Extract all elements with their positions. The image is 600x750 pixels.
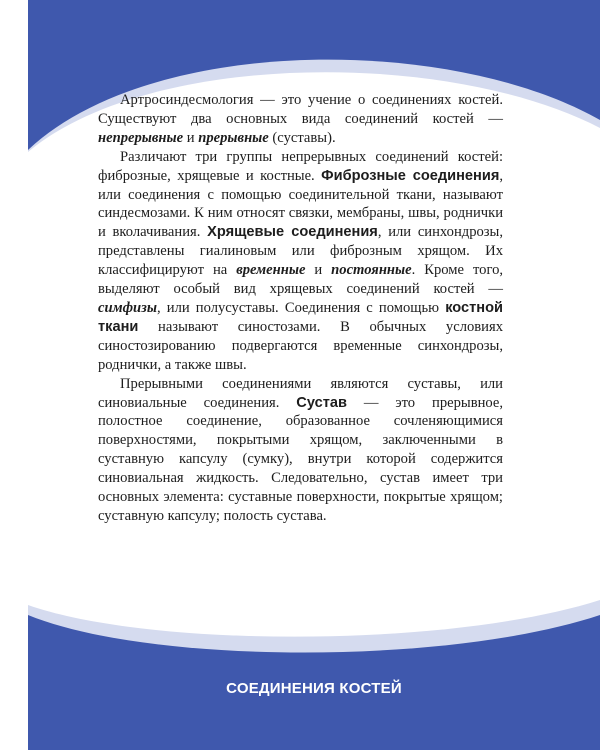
text-run: . Кроме того, выделяют особый вид хрящевых соединений костей — [98,262,504,298]
text-run: Прерывными соединениями являются суставы, или синовиальные соединения. [98,375,503,411]
text-run: — это прерывное, полостное соединение, образованное сочленяющимися поверхностями, покрытыми хрящом, заключенными в суставную капсулу (сумку), внутри которой содержится синовиальная жидкость. Следовательно, сустав имеет три основных элемента: суставные поверхности, покрытые хрящом; суставную капсулу; полость сустава. [98,394,503,524]
bold-term: Фиброзные соединения [321,167,500,184]
text-run: и [305,262,332,279]
bold-italic-term: постоянные [331,262,412,279]
bold-italic-term: прерывные [198,129,269,146]
text-run: называют синостозами. В обычных условиях синостозированию подвергаются временные синхондрозы, роднички, а также швы. [98,318,503,373]
bold-term: Сустав [296,394,347,411]
text-run: и [183,129,199,146]
paragraph [98,91,503,148]
bold-italic-term: временные [236,262,306,279]
bold-term: костной ткани [98,299,503,335]
paragraph [98,375,503,526]
bold-italic-term: симфизы [98,299,157,316]
text-run: Артросиндесмология — это учение о соединениях костей. Существуют два основных вида соединений костей — [98,92,503,127]
chapter-title: СОЕДИНЕНИЯ КОСТЕЙ [226,680,402,697]
text-run: , или соединения с помощью соединительной ткани, называют синдесмозами. К ним относят связки, мембраны, швы, роднички и вколачивания. [98,167,503,241]
text-run: Различают три группы непрерывных соединений костей: фиброзные, хрящевые и костные. [98,148,503,184]
body-text [98,91,503,526]
paragraph [98,148,503,375]
bold-italic-term: непрерывные [98,129,184,146]
text-run: , или полусуставы. Соединения с помощью [156,299,446,316]
bold-term: Хрящевые соединения [207,224,378,241]
text-run: (суставы). [268,129,336,146]
text-run: , или синхондрозы, представлены гиалиновым или фиброзным хрящом. Их классифицируют на [98,224,504,279]
